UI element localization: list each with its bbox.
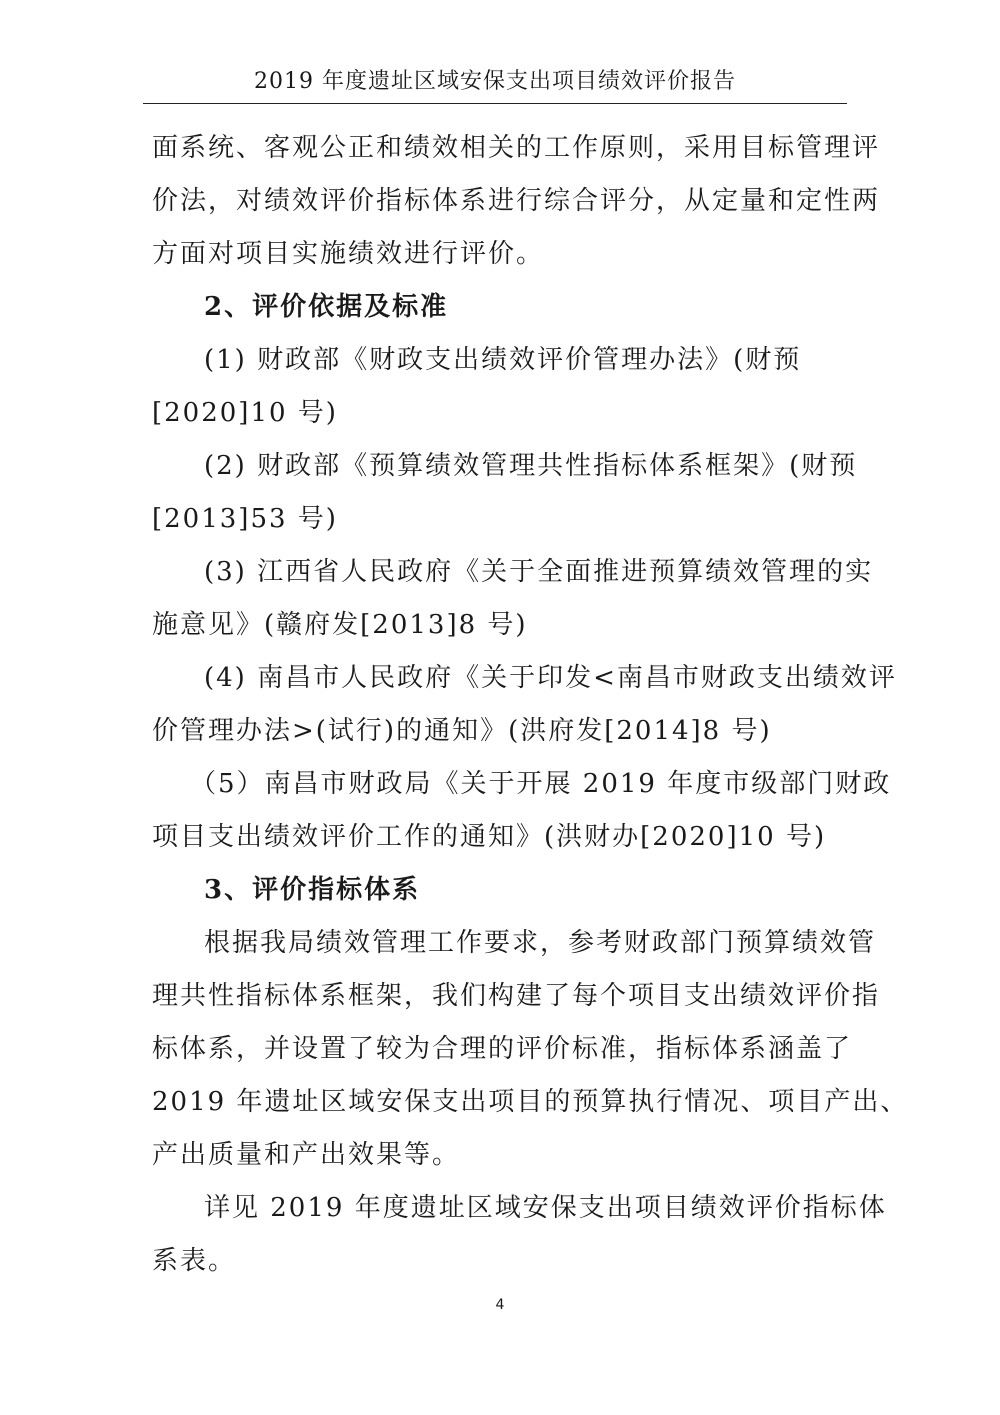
text-line: 价法，对绩效评价指标体系进行综合评分，从定量和定性两 [152, 186, 881, 216]
text-line: [2013]53 号) [152, 504, 338, 534]
text-line: 方面对项目实施绩效进行评价。 [152, 239, 545, 269]
text-line: (4) 南昌市人民政府《关于印发<南昌市财政支出绩效评 [204, 663, 897, 693]
text-line: 产出质量和产出效果等。 [152, 1140, 461, 1170]
reference-item [152, 440, 858, 546]
intro-paragraph [152, 122, 881, 281]
text-line: 标体系，并设置了较为合理的评价标准，指标体系涵盖了 [152, 1034, 853, 1064]
text-line: 理共性指标体系框架，我们构建了每个项目支出绩效评价指 [152, 981, 881, 1011]
text-line: 2019 年遗址区域安保支出项目的预算执行情况、项目产出、 [152, 1087, 909, 1117]
text-line: (1) 财政部《财政支出绩效评价管理办法》(财预 [204, 345, 802, 375]
document-body [152, 122, 909, 1288]
running-header: 2019 年度遗址区域安保支出项目绩效评价报告 [254, 69, 736, 94]
text-line: (3) 江西省人民政府《关于全面推进预算绩效管理的实 [204, 557, 874, 587]
section-heading: 3、评价指标体系 [204, 875, 421, 905]
reference-item [152, 546, 874, 652]
text-line: 详见 2019 年度遗址区域安保支出项目绩效评价指标体 [204, 1193, 887, 1223]
body-paragraph [152, 917, 909, 1182]
header-rule [143, 103, 847, 104]
text-line: 面系统、客观公正和绩效相关的工作原则，采用目标管理评 [152, 133, 881, 163]
body-paragraph [152, 1182, 887, 1288]
section-heading: 2、评价依据及标准 [204, 292, 449, 322]
page-number: 4 [495, 1297, 505, 1313]
text-line: (2) 财政部《预算绩效管理共性指标体系框架》(财预 [204, 451, 858, 481]
text-line: 根据我局绩效管理工作要求，参考财政部门预算绩效管 [204, 928, 877, 958]
text-line: （5）南昌市财政局《关于开展 2019 年度市级部门财政 [190, 769, 892, 799]
text-line: 项目支出绩效评价工作的通知》(洪财办[2020]10 号) [152, 822, 827, 852]
text-line: [2020]10 号) [152, 398, 338, 428]
reference-item [152, 334, 842, 440]
reference-item [152, 652, 897, 758]
text-line: 施意见》(赣府发[2013]8 号) [152, 610, 528, 640]
reference-item [152, 758, 892, 864]
text-line: 价管理办法>(试行)的通知》(洪府发[2014]8 号) [152, 716, 772, 746]
text-line: 系表。 [152, 1246, 237, 1276]
